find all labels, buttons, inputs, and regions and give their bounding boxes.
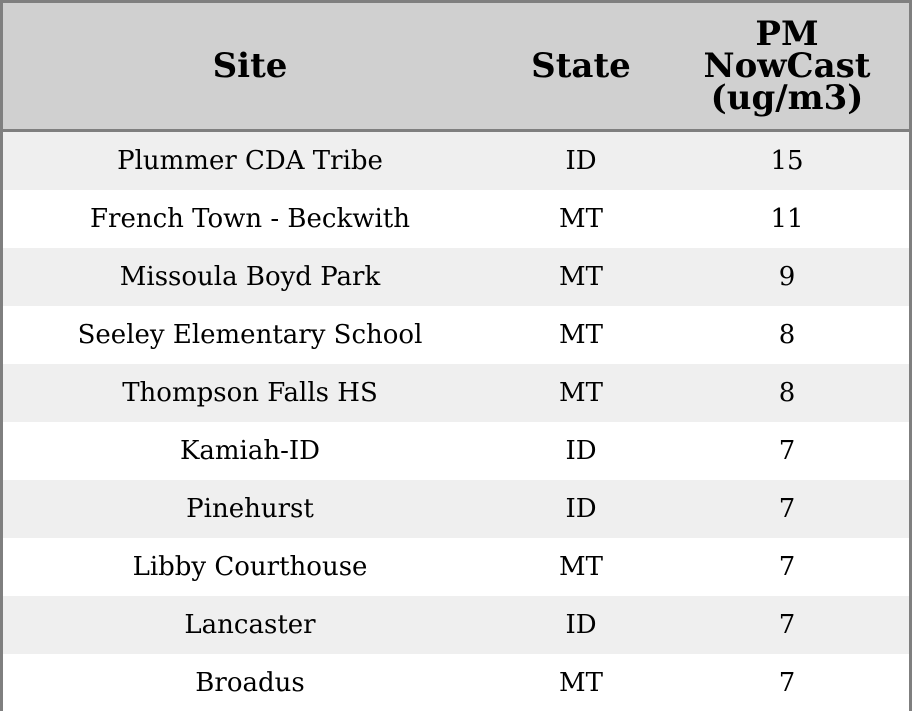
cell-state: MT <box>559 262 603 292</box>
cell-pm: 15 <box>770 146 804 176</box>
cell-site: Kamiah-ID <box>179 436 321 466</box>
header-site-label: Site <box>212 46 288 86</box>
cell-pm: 7 <box>778 552 796 582</box>
cell-pm: 9 <box>778 262 796 292</box>
table-row <box>3 248 909 306</box>
header-pm-line3: (ug/m3) <box>710 78 864 118</box>
cell-site: Broadus <box>195 668 305 698</box>
header-state-label: State <box>531 46 631 86</box>
cell-state: MT <box>559 668 603 698</box>
table-row <box>3 364 909 422</box>
cell-state: MT <box>559 552 603 582</box>
table-row <box>3 422 909 480</box>
table-row <box>3 306 909 364</box>
cell-site: French Town - Beckwith <box>89 204 411 234</box>
table-row <box>3 596 909 654</box>
cell-pm: 7 <box>778 494 796 524</box>
cell-site: Pinehurst <box>186 494 314 524</box>
cell-state: MT <box>559 320 603 350</box>
cell-pm: 7 <box>778 668 796 698</box>
header-pm-line2: NowCast <box>703 46 871 86</box>
table-row <box>3 132 909 190</box>
table-header-row <box>3 3 909 132</box>
cell-site: Thompson Falls HS <box>122 378 378 408</box>
cell-site: Libby Courthouse <box>132 552 368 582</box>
header-pm-nowcast <box>665 3 909 129</box>
cell-state: ID <box>565 494 597 524</box>
cell-state: ID <box>565 436 597 466</box>
cell-state: ID <box>565 146 597 176</box>
cell-pm: 7 <box>778 610 796 640</box>
header-site <box>3 3 497 129</box>
cell-pm: 8 <box>778 320 796 350</box>
cell-pm: 8 <box>778 378 796 408</box>
cell-site: Lancaster <box>184 610 316 640</box>
cell-site: Plummer CDA Tribe <box>117 146 383 176</box>
header-pm-line1: PM <box>755 14 819 54</box>
cell-site: Missoula Boyd Park <box>119 262 381 292</box>
cell-pm: 7 <box>778 436 796 466</box>
table-row <box>3 480 909 538</box>
table-row <box>3 654 909 712</box>
table-row <box>3 190 909 248</box>
header-state <box>497 3 665 129</box>
cell-pm: 11 <box>770 204 804 234</box>
cell-state: ID <box>565 610 597 640</box>
cell-state: MT <box>559 204 603 234</box>
cell-state: MT <box>559 378 603 408</box>
table-row <box>3 538 909 596</box>
cell-site: Seeley Elementary School <box>77 320 423 350</box>
